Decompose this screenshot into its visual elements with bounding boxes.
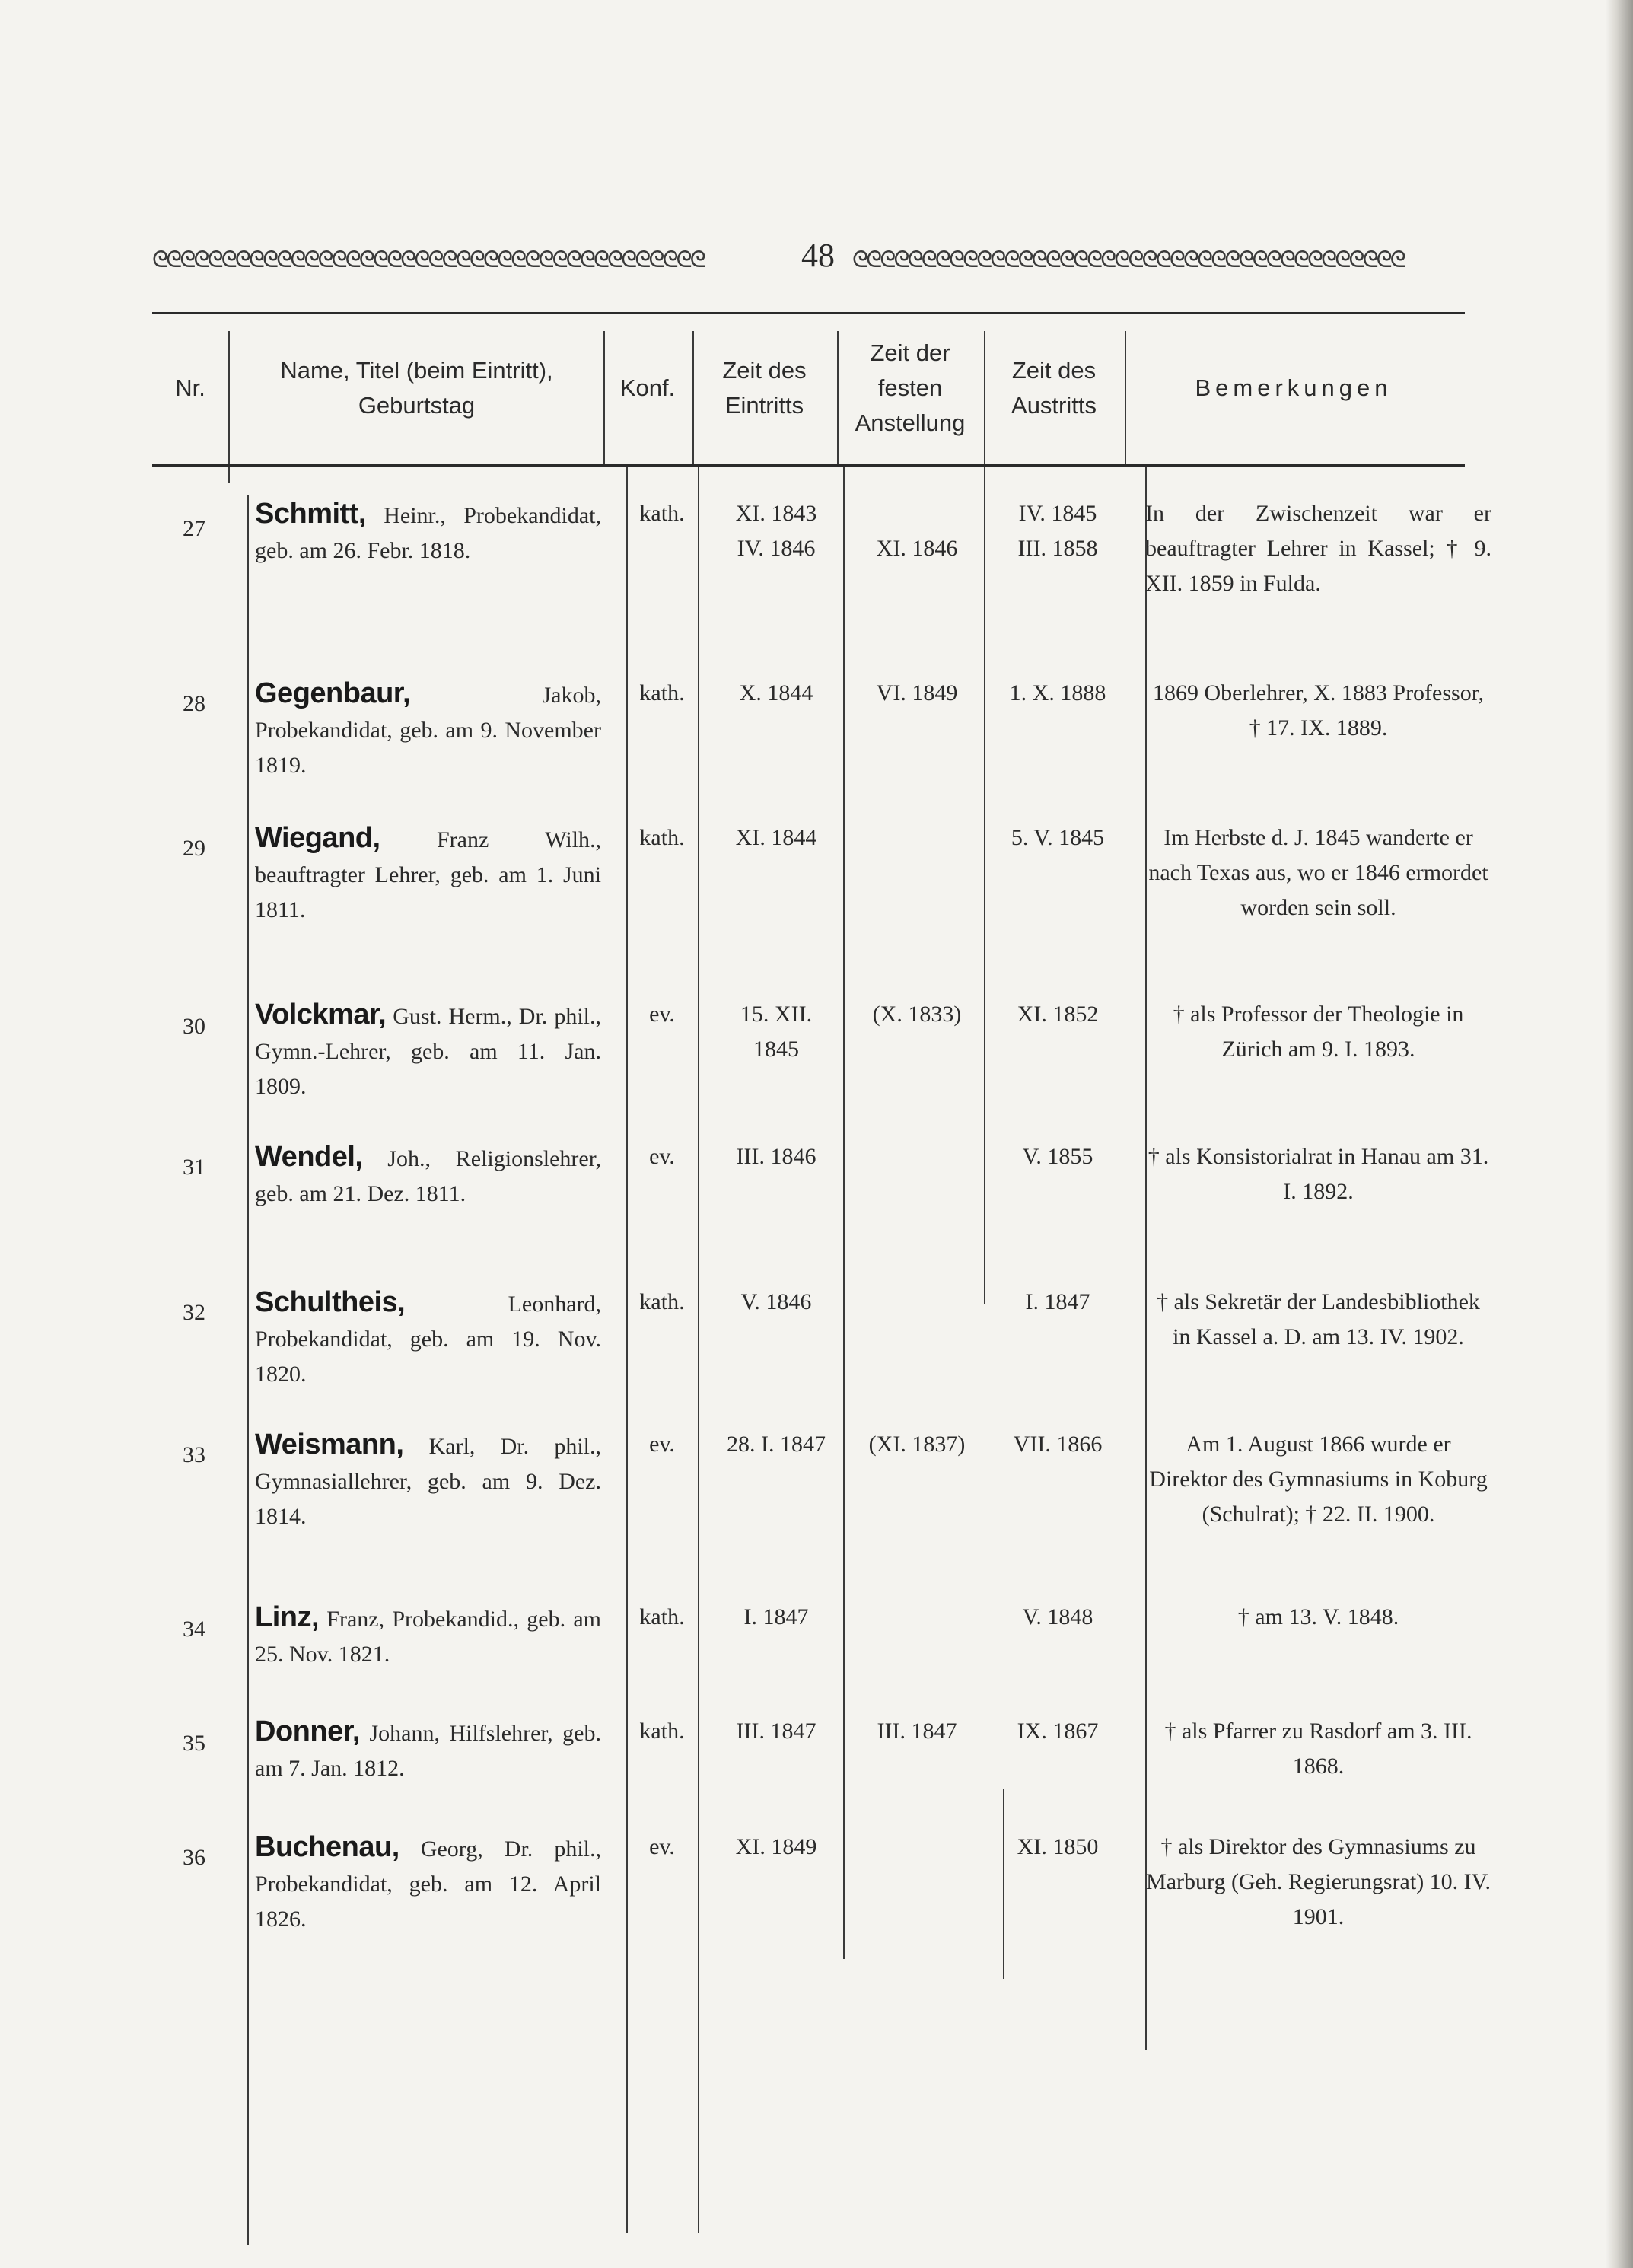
page-number: 48 — [801, 237, 835, 274]
person-details: Gust. Herm., Dr. phil., Gymn.-Lehrer, geb. am 11. Jan. 1809. — [255, 1004, 601, 1099]
person-surname: Schmitt, — [255, 498, 366, 530]
row-number: 29 — [183, 836, 205, 861]
person-entry — [255, 496, 601, 569]
entry-date: III. 1846 — [736, 1144, 816, 1169]
entry-date: XI. 1849 — [735, 1834, 817, 1859]
exit-date: I. 1847 — [1025, 1289, 1090, 1314]
row-number: 30 — [183, 1014, 205, 1039]
column-header-name: Name, Titel (beim Eintritt), Geburtstag — [280, 357, 553, 419]
person-details: Heinr., Probekandidat, geb. am 26. Febr. 1818. — [255, 503, 601, 563]
row-number: 35 — [183, 1731, 205, 1756]
exit-date: 5. V. 1845 — [1011, 825, 1105, 850]
entry-date: III. 1847 — [736, 1719, 816, 1744]
confession: ev. — [649, 1834, 675, 1859]
person-entry — [255, 820, 601, 928]
exit-date: XI. 1850 — [1017, 1834, 1099, 1859]
remarks: † als Sekretär der Landesbibliothek in Kassel a. D. am 13. IV. 1902. — [1157, 1289, 1480, 1349]
person-entry — [255, 1714, 601, 1786]
table-header-rule — [152, 464, 1465, 467]
column-header-bemerkungen: Bemerkungen — [1195, 374, 1393, 401]
row-number: 36 — [183, 1845, 205, 1870]
row-number: 32 — [183, 1300, 205, 1325]
column-divider — [1003, 1789, 1004, 1979]
exit-date: IX. 1867 — [1017, 1719, 1099, 1744]
confession: kath. — [639, 501, 685, 526]
column-header-eintritt: Zeit des Eintritts — [722, 357, 807, 419]
remarks: † als Professor der Theologie in Zürich am 9. I. 1893. — [1173, 1002, 1464, 1062]
exit-date: V. 1855 — [1022, 1144, 1093, 1169]
exit-date: IV. 1845 III. 1858 — [1017, 501, 1098, 561]
person-entry — [255, 676, 601, 783]
person-entry — [255, 1830, 601, 1937]
person-surname: Schultheis, — [255, 1286, 406, 1318]
entry-date: XI. 1843 IV. 1846 — [735, 501, 817, 561]
ornament-band-right: ᘓᘓᘓᘓᘓᘓᘓᘓᘓᘓᘓᘓᘓᘓᘓᘓᘓᘓᘓᘓᘓᘓᘓᘓᘓᘓᘓᘓᘓᘓᘓᘓᘓᘓᘓᘓᘓᘓᘓᘓ — [852, 247, 1404, 271]
page-edge-shadow — [1606, 0, 1633, 2268]
row-number: 28 — [183, 691, 205, 716]
column-divider — [228, 467, 230, 483]
exit-date: 1. X. 1888 — [1009, 680, 1106, 706]
person-details: Joh., Religionslehrer, geb. am 21. Dez. 1811. — [255, 1146, 601, 1206]
person-entry — [255, 1600, 601, 1672]
person-surname: Wiegand, — [255, 822, 380, 854]
person-surname: Donner, — [255, 1715, 360, 1747]
person-details: Karl, Dr. phil., Gymnasiallehrer, geb. am 9. Dez. 1814. — [255, 1434, 601, 1529]
entry-date: X. 1844 — [739, 680, 813, 706]
person-surname: Weismann, — [255, 1429, 404, 1461]
column-header-anstellung: Zeit der festen Anstellung — [855, 339, 966, 436]
person-surname: Buchenau, — [255, 1831, 399, 1863]
entry-date: I. 1847 — [743, 1604, 809, 1629]
person-entry — [255, 1139, 601, 1212]
appointment-date: VI. 1849 — [876, 680, 958, 706]
exit-date: VII. 1866 — [1013, 1432, 1103, 1457]
row-number: 34 — [183, 1617, 205, 1642]
page-header — [152, 236, 1476, 282]
table-top-rule — [152, 312, 1465, 314]
remarks: † am 13. V. 1848. — [1237, 1604, 1399, 1629]
confession: kath. — [639, 1604, 685, 1629]
person-details: Georg, Dr. phil., Probekandidat, geb. am 12. April 1826. — [255, 1836, 601, 1932]
column-divider — [984, 467, 985, 1304]
confession: ev. — [649, 1144, 675, 1169]
person-surname: Wendel, — [255, 1141, 363, 1173]
row-number: 33 — [183, 1442, 205, 1467]
appointment-date: XI. 1846 — [876, 536, 958, 561]
person-details: Johann, Hilfslehrer, geb. am 7. Jan. 1812. — [255, 1721, 601, 1781]
person-details: Franz, Probekandid., geb. am 25. Nov. 1821. — [255, 1607, 601, 1667]
confession: kath. — [639, 1289, 685, 1314]
row-number: 31 — [183, 1155, 205, 1180]
remarks: In der Zwischenzeit war er beauftragter Lehrer in Kassel; † 9. XII. 1859 in Fulda. — [1145, 501, 1491, 596]
confession: ev. — [649, 1002, 675, 1027]
confession: ev. — [649, 1432, 675, 1457]
appointment-date: III. 1847 — [877, 1719, 957, 1744]
confession: kath. — [639, 680, 685, 706]
exit-date: V. 1848 — [1022, 1604, 1093, 1629]
person-entry — [255, 1427, 601, 1534]
remarks: † als Pfarrer zu Rasdorf am 3. III. 1868. — [1164, 1719, 1472, 1779]
person-entry — [255, 997, 601, 1104]
entry-date: V. 1846 — [740, 1289, 812, 1314]
remarks: Am 1. August 1866 wurde er Direktor des Gymnasiums in Koburg (Schulrat); † 22. II. 1900. — [1149, 1432, 1488, 1527]
person-surname: Linz, — [255, 1601, 320, 1633]
person-details: Leonhard, Probekandidat, geb. am 19. Nov. 1820. — [255, 1292, 601, 1387]
column-header-nr: Nr. — [175, 374, 205, 401]
remarks: Im Herbste d. J. 1845 wanderte er nach Texas aus, wo er 1846 ermordet worden sein soll. — [1148, 825, 1488, 920]
column-divider — [626, 467, 628, 2233]
entry-date: 15. XII. 1845 — [740, 1002, 813, 1062]
confession: kath. — [639, 1719, 685, 1744]
entry-date: 28. I. 1847 — [727, 1432, 826, 1457]
person-entry — [255, 1285, 601, 1392]
column-divider — [228, 331, 230, 464]
person-details: Franz Wilh., beauftragter Lehrer, geb. am 1. Juni 1811. — [255, 827, 601, 922]
remarks: † als Konsistorialrat in Hanau am 31. I. 1892. — [1148, 1144, 1489, 1204]
entry-date: XI. 1844 — [735, 825, 817, 850]
column-header-konf: Konf. — [619, 374, 676, 401]
ornament-band-left: ᘓᘓᘓᘓᘓᘓᘓᘓᘓᘓᘓᘓᘓᘓᘓᘓᘓᘓᘓᘓᘓᘓᘓᘓᘓᘓᘓᘓᘓᘓᘓᘓᘓᘓᘓᘓᘓᘓᘓᘓ — [152, 247, 704, 271]
row-number: 27 — [183, 516, 205, 541]
column-divider — [247, 495, 249, 2245]
remarks: 1869 Oberlehrer, X. 1883 Professor, † 17. IX. 1889. — [1153, 680, 1484, 741]
person-surname: Volckmar, — [255, 999, 387, 1030]
column-header-austritt: Zeit des Austritts — [1011, 357, 1097, 419]
appointment-date: (XI. 1837) — [868, 1432, 966, 1457]
person-details: Jakob, Probekandidat, geb. am 9. November 1819. — [255, 683, 601, 778]
exit-date: XI. 1852 — [1017, 1002, 1099, 1027]
confession: kath. — [639, 825, 685, 850]
remarks: † als Direktor des Gymnasiums zu Marburg (Geh. Regierungsrat) 10. IV. 1901. — [1146, 1834, 1491, 1929]
column-divider — [698, 467, 699, 2233]
appointment-date: (X. 1833) — [872, 1002, 962, 1027]
person-surname: Gegenbaur, — [255, 677, 411, 709]
